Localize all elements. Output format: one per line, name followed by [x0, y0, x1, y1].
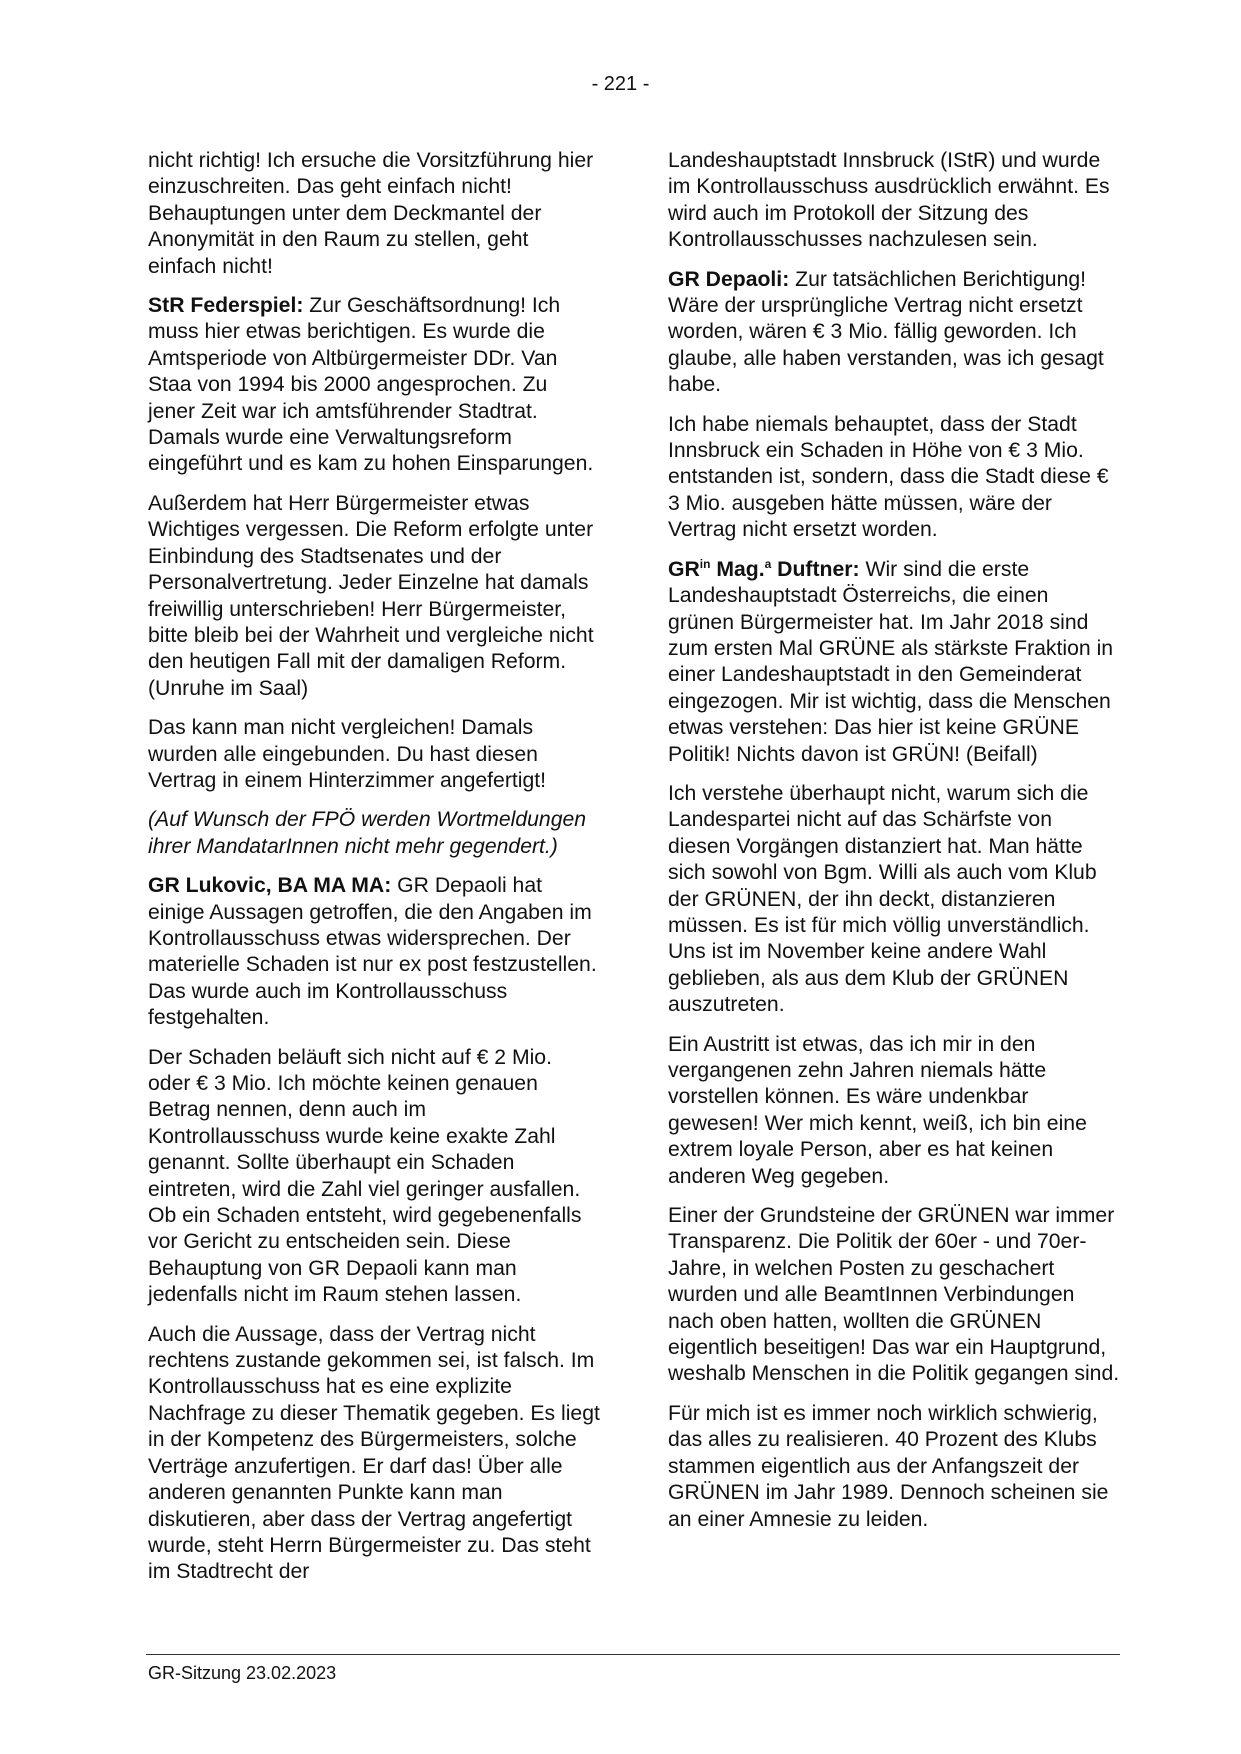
speaker-degree: Mag.	[710, 557, 765, 581]
paragraph	[148, 873, 600, 1031]
paragraph: Ein Austritt ist etwas, das ich mir in den vergangenen zehn Jahren niemals hätte vorstellen können. Es wäre undenkbar gewesen! Wer mich kennt, weiß, ich bin eine extrem loyale Person, aber es hat keinen anderen Weg gegeben.	[668, 1032, 1087, 1188]
speaker-name: GR Lukovic, BA MA MA:	[148, 874, 392, 898]
speaker-name	[668, 558, 860, 581]
paragraph: Für mich ist es immer noch wirklich schwierig, das alles zu realisieren. 40 Prozent des Klubs stammen eigentlich aus der Anfangszeit der GRÜNEN im Jahr 1989. Dennoch scheinen sie an einer Amnesie zu leiden.	[668, 1401, 1109, 1531]
paragraph: Das kann man nicht vergleichen! Damals wurden alle eingebunden. Du hast diesen Vertrag in einem Hinterzimmer angefertigt!	[148, 716, 547, 792]
right-column	[668, 148, 1120, 1546]
footer-text: GR-Sitzung 23.02.2023	[148, 1663, 337, 1683]
speech-text: Wir sind die erste Landeshauptstadt Österreichs, die einen grünen Bürgermeister hat. Im Jahr 2018 sind zum ersten Mal GRÜNE als stärkste Fraktion in einer Landeshauptstadt in den Gemeinderat eingezogen. Mir ist wichtig, dass die Menschen etwas verstehen: Das hier ist keine GRÜNE Politik! Nichts davon ist GRÜN! (Beifall)	[668, 557, 1114, 766]
speech-text: Zur Geschäftsordnung! Ich muss hier etwas berichtigen. Es wurde die Amtsperiode von Altbürgermeister DDr. Van Staa von 1994 bis 2000 angesprochen. Zu jener Zeit war ich amtsführender Stadtrat. Damals wurde eine Verwaltungsreform eingeführt und es kam zu hohen Einsparungen.	[148, 294, 594, 476]
paragraph: Landeshauptstadt Innsbruck (IStR) und wurde im Kontrollausschuss ausdrücklich erwähnt. Es wird auch im Protokoll der Sitzung des Kontrollausschusses nachzulesen sein.	[668, 149, 1110, 252]
speaker-name: StR Federspiel:	[148, 294, 304, 318]
editorial-note: (Auf Wunsch der FPÖ werden Wortmeldungen ihrer MandatarInnen nicht mehr gegendert.)	[148, 808, 587, 858]
speaker-surname: Duftner:	[771, 557, 860, 581]
page-number: - 221 -	[591, 73, 650, 95]
speech-text: Zur tatsächlichen Berichtigung! Wäre der ursprüngliche Vertrag nicht ersetzt worden, wären € 3 Mio. fällig geworden. Ich glaube, alle haben verstanden, was ich gesagt habe.	[668, 267, 1104, 397]
paragraph: Ich verstehe überhaupt nicht, warum sich die Landespartei nicht auf das Schärfste von diesen Vorgängen distanziert hat. Man hätte sich sowohl von Bgm. Willi als auch vom Klub der GRÜNEN, der ihn deckt, distanzieren müssen. Es ist für mich völlig unverständlich. Uns ist im November keine andere Wahl geblieben, als aus dem Klub der GRÜNEN auszutreten.	[668, 781, 1097, 1017]
paragraph: nicht richtig! Ich ersuche die Vorsitzführung hier einzuschreiten. Das geht einfach nicht! Behauptungen unter dem Deckmantel der Anonymität in den Raum zu stellen, geht einfach nicht!	[148, 149, 594, 278]
footer-divider	[146, 1654, 1120, 1655]
left-column	[148, 148, 600, 1599]
speaker-title: GR	[668, 557, 700, 581]
paragraph: Außerdem hat Herr Bürgermeister etwas Wichtiges vergessen. Die Reform erfolgte unter Einbindung des Stadtsenates und der Personalvertretung. Jeder Einzelne hat damals freiwillig unterschrieben! Herr Bürgermeister, bitte bleib bei der Wahrheit und vergleiche nicht den heutigen Fall mit der damaligen Reform. (Unruhe im Saal)	[148, 491, 594, 700]
speaker-name: GR Depaoli:	[668, 267, 790, 291]
paragraph: Auch die Aussage, dass der Vertrag nicht rechtens zustande gekommen sei, ist falsch. Im Kontrollausschuss hat es eine explizite Nachfrage zu dieser Thematik gegeben. Es liegt in der Kompetenz des Bürgermeisters, solche Verträge anzufertigen. Er darf das! Über alle anderen genannten Punkte kann man diskutieren, aber dass der Vertrag angefertigt wurde, steht Herrn Bürgermeister zu. Das steht im Stadtrecht der	[148, 1322, 600, 1584]
speaker-degree-suffix: a	[764, 556, 772, 571]
speaker-title-suffix: in	[699, 556, 711, 571]
speech-text: GR Depaoli hat einige Aussagen getroffen, die den Angaben im Kontrollausschuss etwas widersprechen. Der materielle Schaden ist nur ex post festzustellen. Das wurde auch im Kontrollausschuss festgehalten.	[148, 874, 597, 1030]
paragraph	[668, 267, 1120, 399]
paragraph: Einer der Grundsteine der GRÜNEN war immer Transparenz. Die Politik der 60er - und 70er-Jahre, in welchen Posten zu geschachert wurden und alle BeamtInnen Verbindungen nach oben hatten, wollten die GRÜNEN eigentlich beseitigen! Das war ein Hauptgrund, weshalb Menschen in die Politik gegangen sind.	[668, 1204, 1120, 1386]
paragraph: Ich habe niemals behauptet, dass der Stadt Innsbruck ein Schaden in Höhe von € 3 Mio. entstanden ist, sondern, dass die Stadt diese € 3 Mio. ausgeben hätte müssen, wäre der Vertrag nicht ersetzt worden.	[668, 412, 1109, 542]
paragraph	[668, 557, 1120, 768]
paragraph: Der Schaden beläuft sich nicht auf € 2 Mio. oder € 3 Mio. Ich möchte keinen genauen Betrag nennen, denn auch im Kontrollausschuss wurde keine exakte Zahl genannt. Sollte überhaupt ein Schaden eintreten, wird die Zahl viel geringer ausfallen. Ob ein Schaden entsteht, wird gegebenenfalls vor Gericht zu entscheiden sein. Diese Behauptung von GR Depaoli kann man jedenfalls nicht im Raum stehen lassen.	[148, 1045, 582, 1307]
paragraph	[148, 293, 600, 478]
